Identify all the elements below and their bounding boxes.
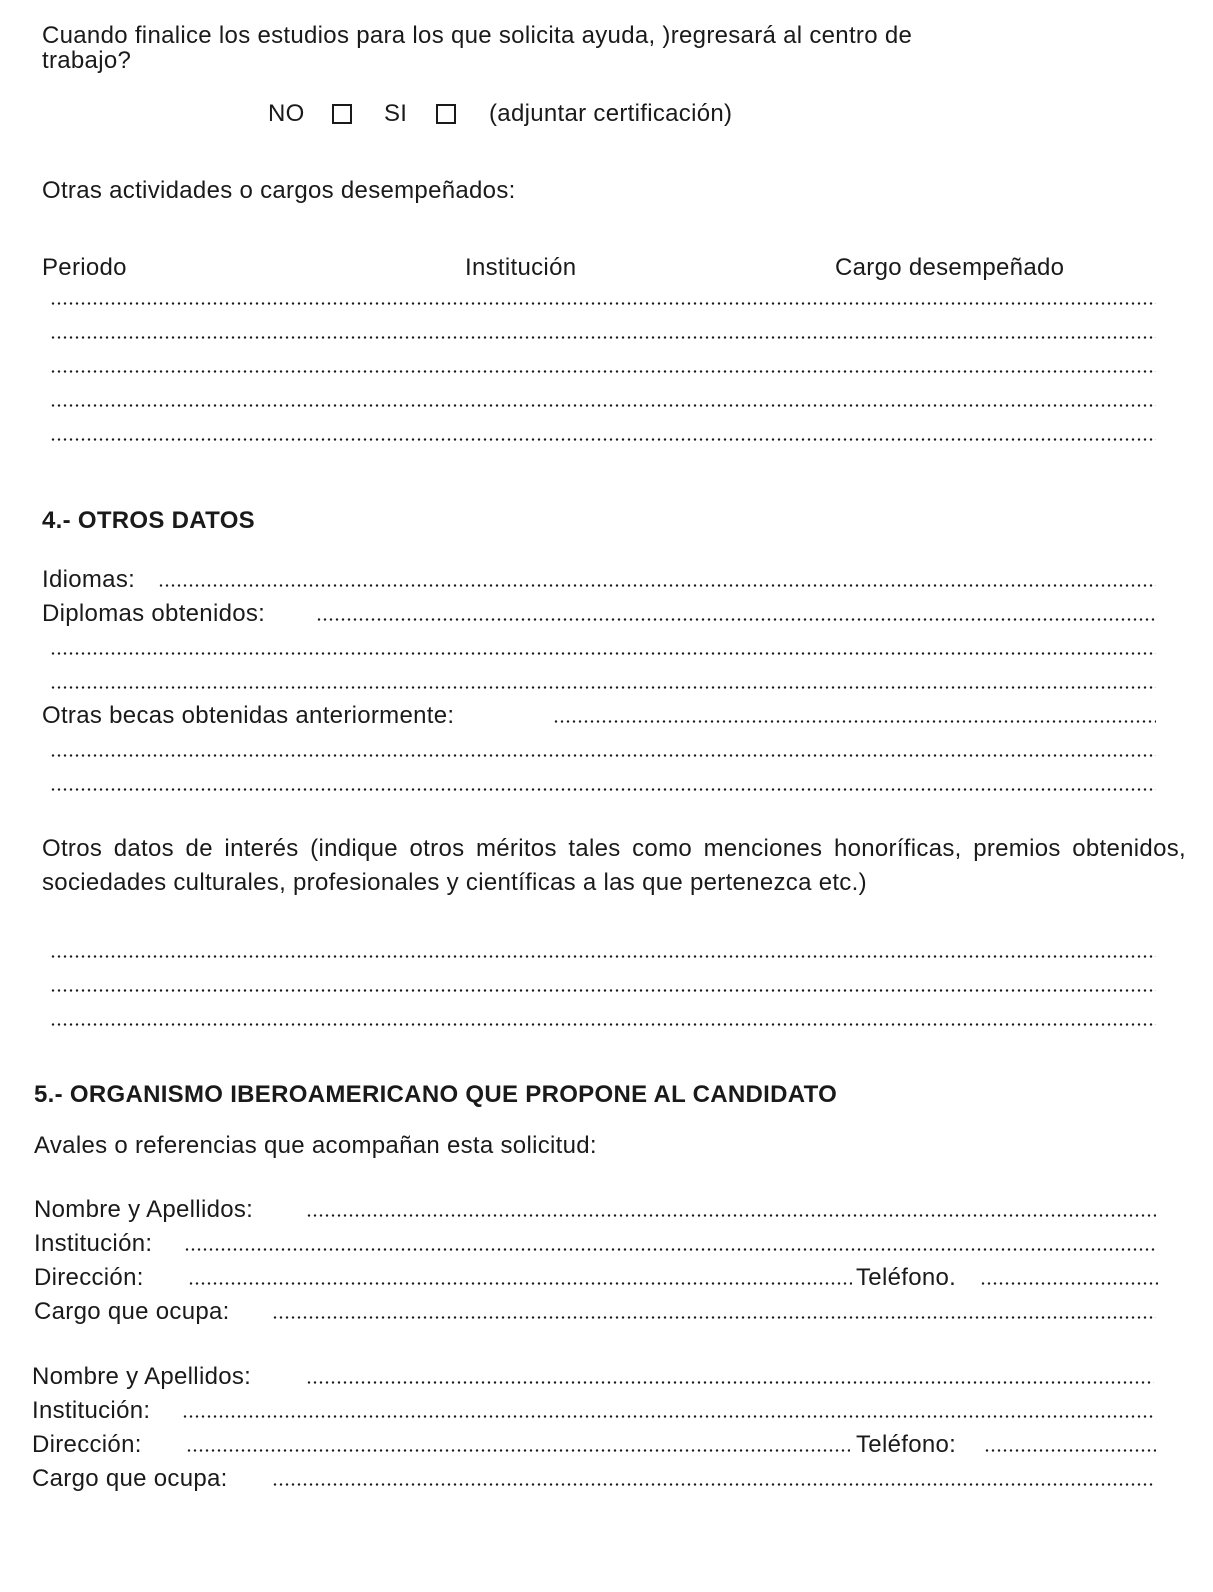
ref2-telefono-field[interactable] [984, 1449, 1156, 1452]
otras-becas-fill-line[interactable] [50, 754, 1156, 757]
ref1-direccion-label: Dirección: [34, 1264, 144, 1291]
si-label: SI [384, 100, 408, 127]
ref1-cargo-field[interactable] [272, 1316, 1156, 1319]
ref1-nombre-field[interactable] [306, 1214, 1156, 1217]
no-label: NO [268, 100, 305, 127]
ref2-nombre-label: Nombre y Apellidos: [32, 1363, 252, 1390]
otras-becas-field[interactable] [553, 720, 1156, 723]
ref2-cargo-field[interactable] [272, 1483, 1154, 1486]
idiomas-field[interactable] [158, 584, 1156, 587]
ref1-direccion-field[interactable] [188, 1282, 852, 1285]
otros-datos-fill-line[interactable] [50, 1023, 1156, 1026]
ref2-direccion-label: Dirección: [32, 1431, 142, 1458]
ref1-telefono-field[interactable] [980, 1282, 1158, 1285]
otras-becas-label: Otras becas obtenidas anteriormente: [42, 702, 455, 729]
ref1-institucion-field[interactable] [184, 1248, 1156, 1251]
otros-datos-text: Otros datos de interés (indique otros méritos tales como menciones honoríficas, premios obtenidos, sociedades culturales, profesionales y científicas a las que pertenezca etc.) [42, 835, 1186, 896]
activity-fill-line[interactable] [50, 438, 1156, 441]
ref2-institucion-label: Institución: [32, 1397, 151, 1424]
ref1-institucion-label: Institución: [34, 1230, 153, 1257]
activity-fill-line[interactable] [50, 302, 1156, 305]
ref1-telefono-label: Teléfono. [856, 1264, 957, 1291]
return-question-line1: Cuando finalice los estudios para los que solicita ayuda, )regresará al centro de [42, 22, 913, 49]
column-cargo: Cargo desempeñado [835, 254, 1065, 281]
activity-fill-line[interactable] [50, 336, 1156, 339]
return-question-line2: trabajo? [42, 47, 132, 74]
ref1-cargo-label: Cargo que ocupa: [34, 1298, 230, 1325]
diplomas-field[interactable] [316, 618, 1156, 621]
activity-fill-line[interactable] [50, 370, 1156, 373]
section4-heading: 4.- OTROS DATOS [42, 507, 255, 534]
ref2-institucion-field[interactable] [182, 1415, 1154, 1418]
certification-note: (adjuntar certificación) [489, 100, 733, 127]
otros-datos-fill-line[interactable] [50, 955, 1156, 958]
diplomas-label: Diplomas obtenidos: [42, 600, 266, 627]
ref2-nombre-field[interactable] [306, 1381, 1154, 1384]
ref2-telefono-label: Teléfono: [856, 1431, 957, 1458]
other-activities-title: Otras actividades o cargos desempeñados: [42, 177, 516, 204]
avales-text: Avales o referencias que acompañan esta solicitud: [34, 1132, 597, 1159]
otros-datos-fill-line[interactable] [50, 989, 1156, 992]
ref2-cargo-label: Cargo que ocupa: [32, 1465, 228, 1492]
no-checkbox[interactable] [332, 104, 352, 124]
diplomas-fill-line[interactable] [50, 652, 1156, 655]
column-periodo: Periodo [42, 254, 127, 281]
column-institucion: Institución [465, 254, 577, 281]
diplomas-fill-line[interactable] [50, 686, 1156, 689]
section5-heading: 5.- ORGANISMO IBEROAMERICANO QUE PROPONE AL CANDIDATO [34, 1081, 838, 1108]
ref1-nombre-label: Nombre y Apellidos: [34, 1196, 254, 1223]
ref2-direccion-field[interactable] [186, 1449, 850, 1452]
si-checkbox[interactable] [436, 104, 456, 124]
activity-fill-line[interactable] [50, 404, 1156, 407]
otras-becas-fill-line[interactable] [50, 788, 1156, 791]
idiomas-label: Idiomas: [42, 566, 136, 593]
